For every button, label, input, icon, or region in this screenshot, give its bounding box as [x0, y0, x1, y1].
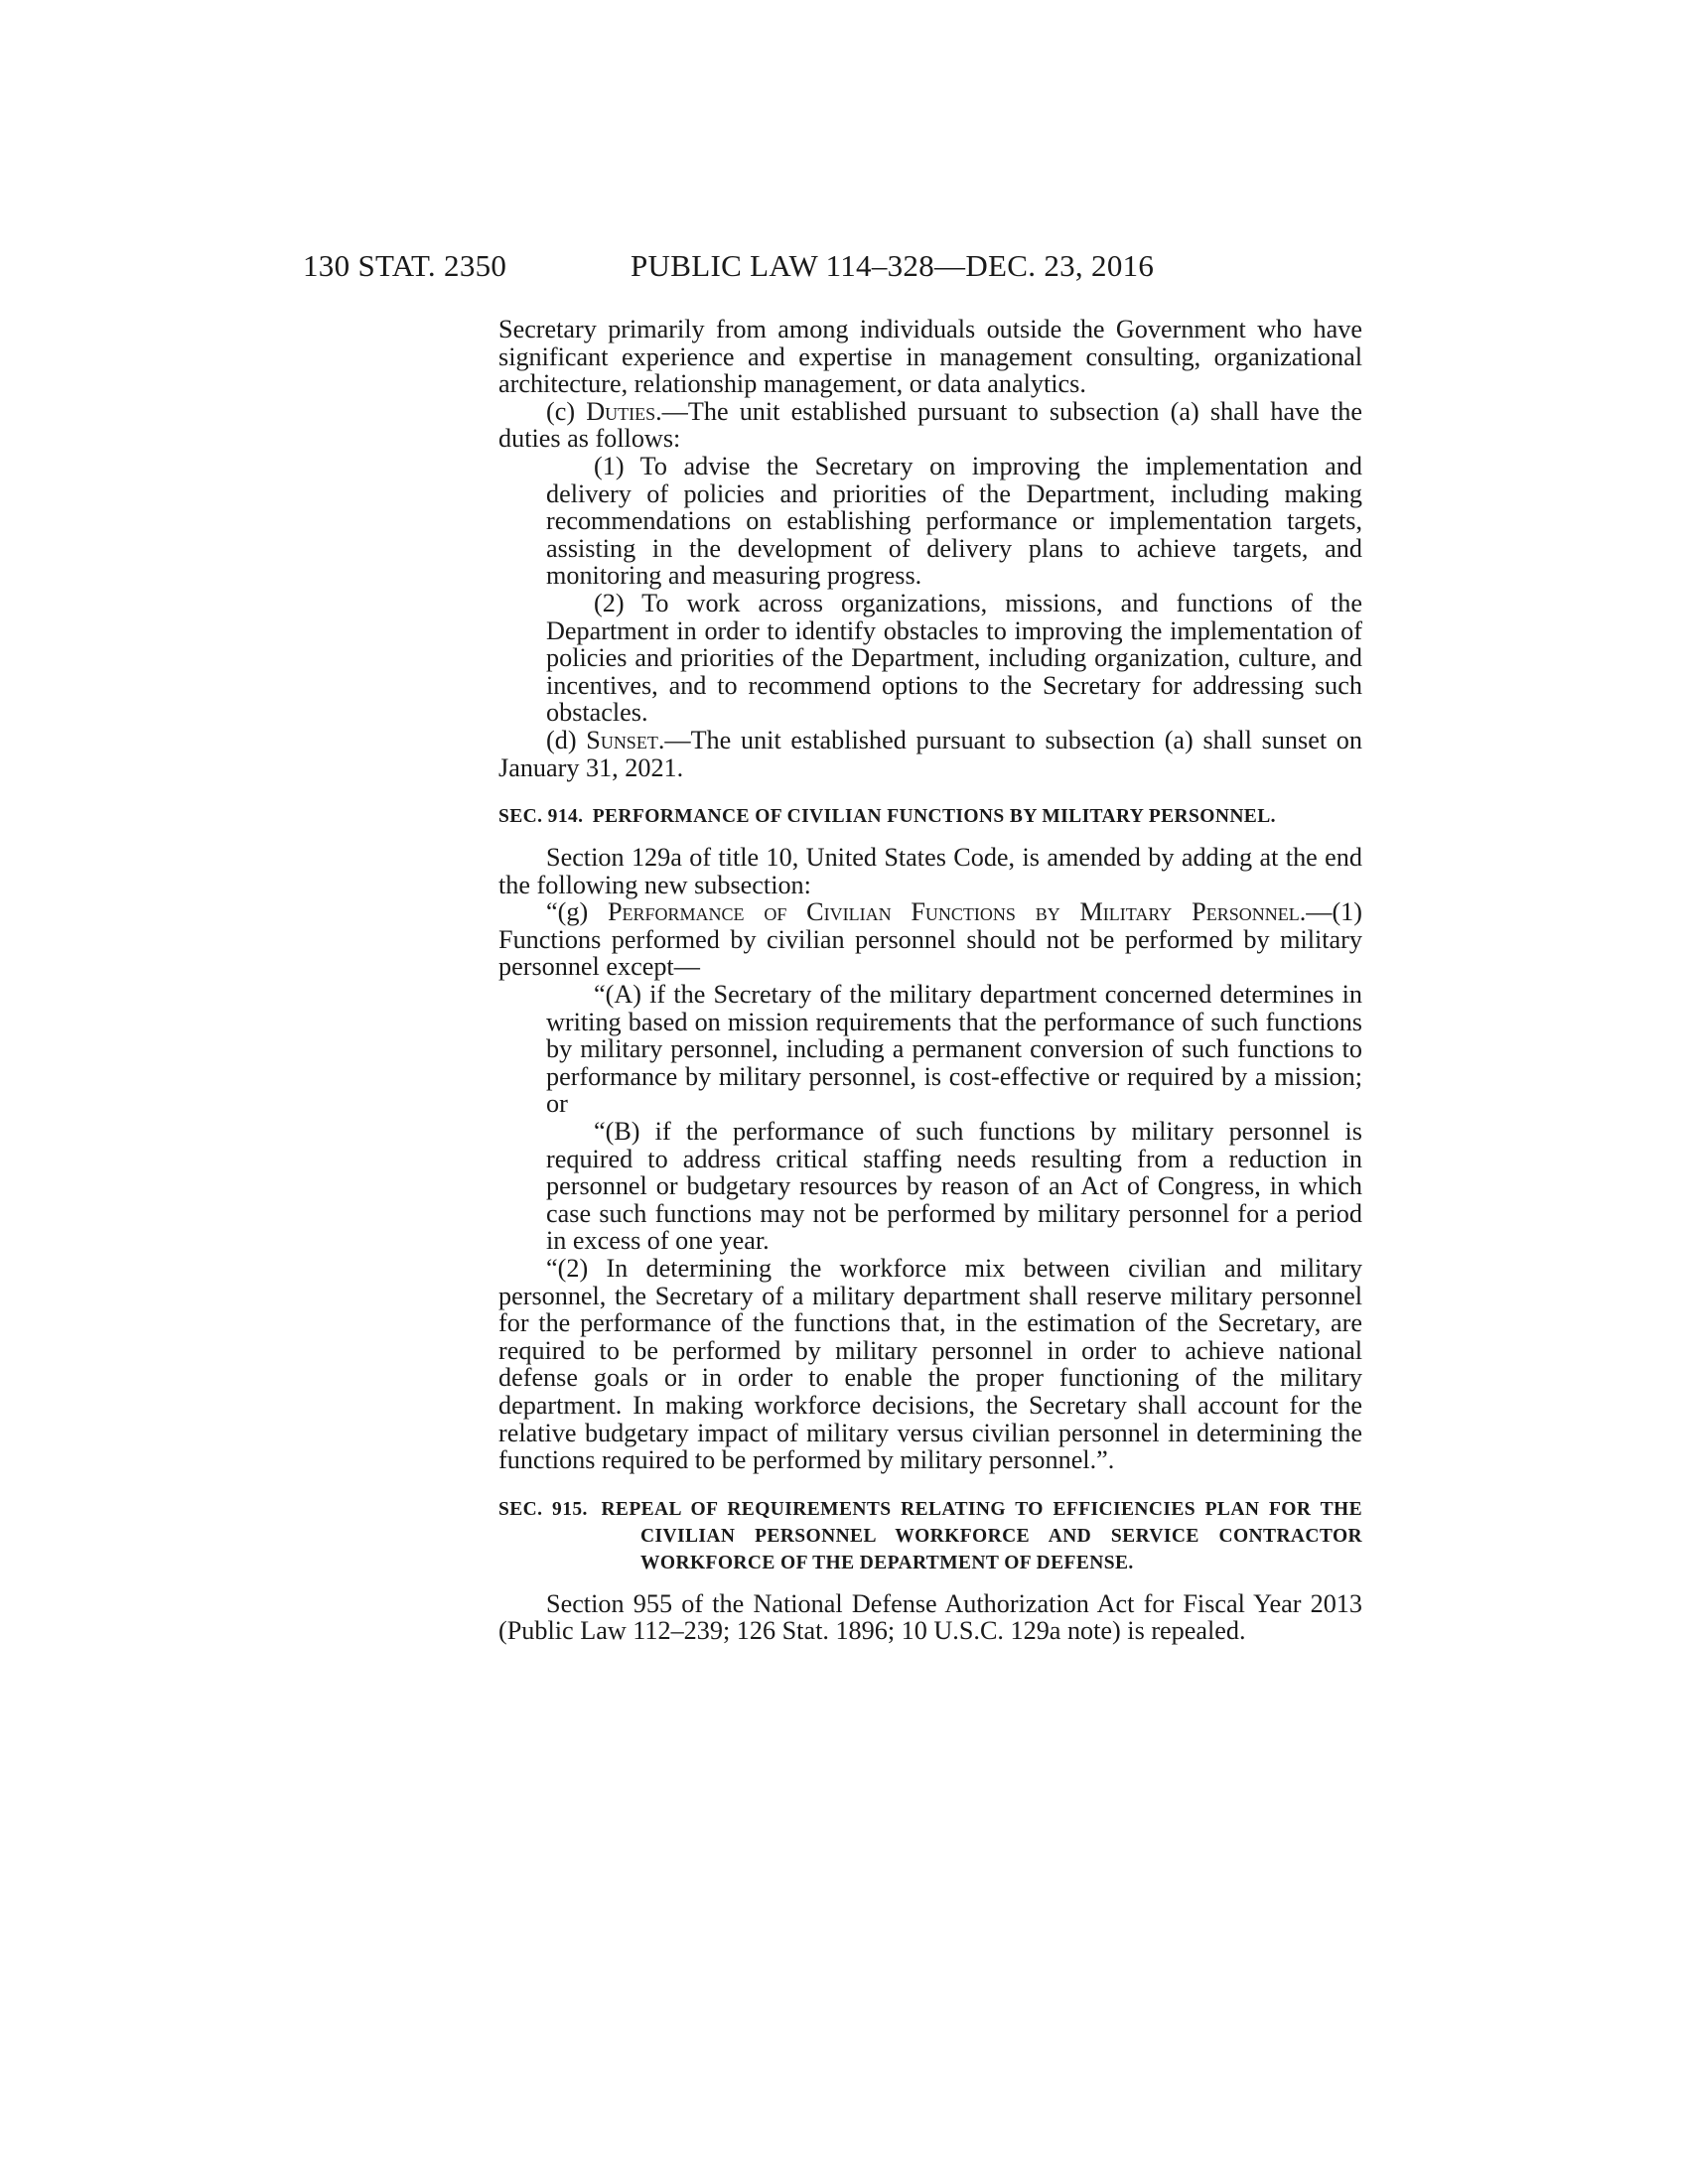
paragraph-2-workforce-mix: “(2) In determining the workforce mix between civilian and military personnel, the Secretary of a military department shall reserve military personnel for the performance of the functions that, in the estimation of the Secretary, are required to be performed by military personnel in order to achieve national defense goals or in order to enable the proper functioning of the military department. In making workforce decisions, the Secretary shall account for the relative budgetary impact of military versus civilian personnel in determining the functions required to be performed by military personnel.”. [498, 1254, 1362, 1475]
section-title: REPEAL OF REQUIREMENTS RELATING TO EFFICIENCIES PLAN FOR THE CIVILIAN PERSONNEL WORKFORCE AND SERVICE CONTRACTOR WORKFORCE OF THE DEPARTMENT OF DEFENSE. [601, 1498, 1362, 1573]
section-914-heading [498, 803, 1362, 830]
subsection-label: “(g) [546, 897, 608, 927]
section-number: SEC. 914. [498, 806, 584, 828]
subsection-label: (d) [546, 725, 587, 754]
clause-a: “(A) if the Secretary of the military department concerned determines in writing based on mission requirements that the performance of such functions by military personnel, including a permanent conversion of such functions to performance by military personnel, is cost-effective or required by a mission; or [546, 980, 1362, 1119]
subsection-text: .—The unit established pursuant to subsection (a) shall have the duties as follows: [498, 396, 1362, 454]
section-number: SEC. 915. [498, 1498, 588, 1520]
subsection-label: (c) [546, 396, 587, 426]
subsection-heading: Duties [586, 396, 656, 426]
paragraph-duty-2: (2) To work across organizations, missions, and functions of the Department in order to identify obstacles to improving the implementation of policies and priorities of the Department, including organization, culture, and incentives, and to recommend options to the Secretary for addressing such obstacles. [546, 588, 1362, 728]
subsection-d-sunset [498, 727, 1362, 781]
section-915-heading [498, 1496, 1362, 1576]
paragraph-continuation: Secretary primarily from among individuals outside the Government who have significant experience and expertise in management consulting, organizational architecture, relationship management, or data analytics. [498, 315, 1362, 399]
section-914-intro: Section 129a of title 10, United States Code, is amended by adding at the end the following new subsection: [498, 843, 1362, 899]
paragraph-duty-1: (1) To advise the Secretary on improving the implementation and delivery of policies and priorities of the Department, including making recommendations on establishing performance or implementation targets, assisting in the development of delivery plans to achieve targets, and monitoring and measuring progress. [546, 451, 1362, 591]
subsection-g-heading [498, 898, 1362, 981]
clause-b: “(B) if the performance of such functions by military personnel is required to address critical staffing needs resulting from a reduction in personnel or budgetary resources by reason of an Act of Congress, in which case such functions may not be performed by military personnel for a period in excess of one year. [546, 1117, 1362, 1256]
subsection-text: .—The unit established pursuant to subsection (a) shall sunset on January 31, 2021. [498, 725, 1362, 782]
subsection-heading: Performance of Civilian Functions by Military Personnel [607, 897, 1300, 927]
section-title: PERFORMANCE OF CIVILIAN FUNCTIONS BY MILITARY PERSONNEL. [592, 806, 1276, 828]
subsection-c-duties [498, 398, 1362, 453]
page-body [498, 316, 1362, 1645]
subsection-heading: Sunset [586, 725, 658, 754]
subsection-text: .—(1) Functions performed by civilian personnel should not be performed by military personnel except— [498, 897, 1362, 982]
section-915-text: Section 955 of the National Defense Authorization Act for Fiscal Year 2013 (Public Law 112–239; 126 Stat. 1896; 10 U.S.C. 129a note) is repealed. [498, 1588, 1362, 1646]
running-header-title: PUBLIC LAW 114–328—DEC. 23, 2016 [631, 248, 1155, 283]
statute-page-number: 130 STAT. 2350 [303, 248, 507, 283]
